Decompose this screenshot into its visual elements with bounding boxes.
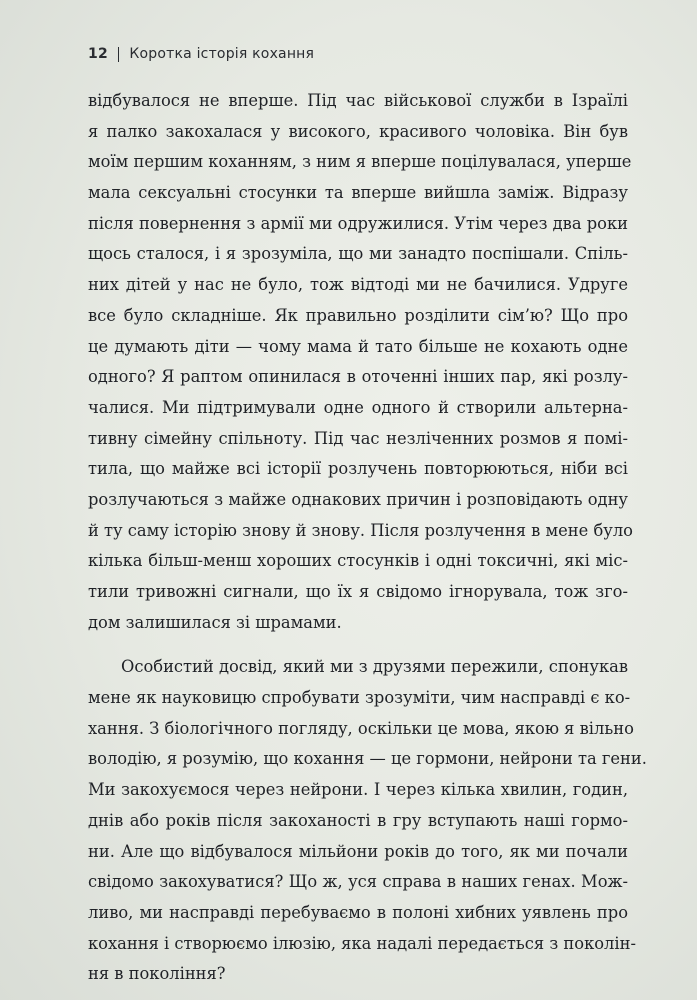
text-line: одного? Я раптом опинилася в оточенні інших пар, які розлу- [88,367,628,387]
text-line: я палко закохалася у високого, красивого чоловіка. Він був [88,121,628,141]
text-line: кілька більш-менш хороших стосунків і одні токсичні, які міс- [88,551,628,571]
body-text [88,86,647,990]
text-line: кохання і створюємо ілюзію, яка надалі передається з поколін- [88,933,636,953]
text-line: володію, я розумію, що кохання — це гормони, нейрони та гени. [88,749,647,769]
running-title: Коротка історія кохання [129,46,315,62]
text-line: ня в покоління? [88,964,226,984]
text-line: днів або років після закоханості в гру вступають наші гормо- [88,810,628,830]
text-line: дом залишилася зі шрамами. [88,612,342,632]
text-line: чалися. Ми підтримували одне одного й створили альтерна- [88,397,628,417]
text-line: тили тривожні сигнали, що їх я свідомо ігнорувала, тож зго- [88,582,628,601]
paragraph-2 [88,652,647,990]
page-number: 12 [88,46,108,62]
text-line: це думають діти — чому мама й тато більше не кохають одне [88,336,628,356]
text-line: щось сталося, і я зрозуміла, що ми занадто поспішали. Спіль- [88,244,628,264]
text-line: все було складніше. Як правильно розділити сім’ю? Що про [88,305,628,325]
text-line: й ту саму історію знову й знову. Після розлучення в мене було [88,520,633,540]
text-line: ливо, ми насправді перебуваємо в полоні хибних уявлень про [88,902,628,922]
text-line: Ми закохуємося через нейрони. І через кілька хвилин, годин, [88,780,628,800]
text-line: хання. З біологічного погляду, оскільки це мова, якою я вільно [88,718,634,738]
running-header [88,44,314,64]
text-line: моїм першим коханням, з ним я вперше поцілувалася, уперше [88,152,632,172]
text-line: свідомо закохуватися? Що ж, уся справа в наших генах. Мож- [88,872,628,892]
text-line: відбувалося не вперше. Під час військової служби в Ізраїлі [88,91,628,110]
text-line: тила, що майже всі історії розлучень повторюються, ніби всі [88,459,628,479]
paragraph-1 [88,86,633,638]
text-line: них дітей у нас не було, тож відтоді ми не бачилися. Удруге [88,275,628,295]
paragraph-spacer [88,638,628,652]
text-line: мене як науковицю спробувати зрозуміти, чим насправді є ко- [88,688,631,708]
text-line: після повернення з армії ми одружилися. Утім через два роки [88,213,628,233]
header-divider [118,47,120,62]
text-line: мала сексуальні стосунки та вперше вийшла заміж. Відразу [88,183,628,203]
text-line: Особистий досвід, який ми з друзями пережили, спонукав [121,657,628,677]
text-line: ни. Але що відбувалося мільйони років до того, як ми почали [88,841,628,861]
text-line: тивну сімейну спільноту. Під час незліченних розмов я помі- [88,428,628,448]
text-line: розлучаються з майже однакових причин і розповідають одну [88,489,628,509]
